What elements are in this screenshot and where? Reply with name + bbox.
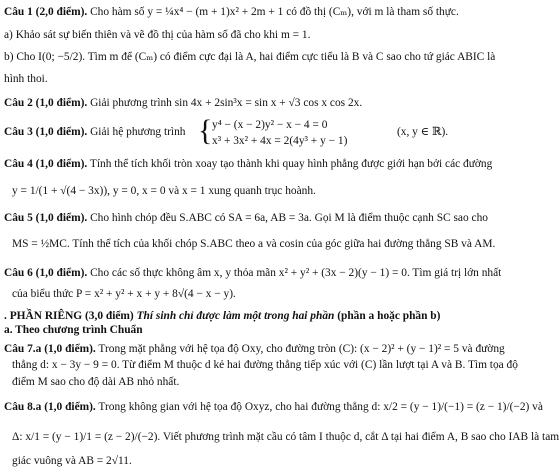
q2-label: Câu 2 (1,0 điểm). (4, 97, 88, 109)
q4-text1: Tính thể tích khối tròn xoay tạo thành khi quay hình phẳng được giới hạn bởi các đường (89, 158, 493, 170)
q4-line2: y = 1/(1 + √(4 − 3x)), y = 0, x = 0 và x = 1 xung quanh trục hoành. (12, 185, 316, 197)
q4-label: Câu 4 (1,0 điểm). (4, 158, 88, 170)
q8-label: Câu 8.a (1,0 điểm). (4, 401, 96, 413)
q4-line1 (4, 157, 555, 171)
q6-line2: của biểu thức P = x² + y² + x + y + 8√(4 − x − y). (12, 288, 236, 300)
q5-line2: MS = ½MC. Tính thể tích của khối chóp S.ABC theo a và cosin của góc giữa hai đường thẳng SB và AM. (12, 238, 496, 250)
q2-text: Giải phương trình sin 4x + 2sin³x = sin x + √3 cos x cos 2x. (90, 97, 363, 109)
q7-line1 (4, 342, 555, 356)
part-a-heading: a. Theo chương trình Chuẩn (4, 324, 143, 336)
q5-line1 (4, 211, 555, 225)
q7-line2: thẳng d: x − 3y − 9 = 0. Từ điểm M thuộc d kẻ hai đường thẳng tiếp xúc với (C) lần lượt tại A và B. Tìm tọa độ (12, 359, 518, 371)
q6-text1: Cho các số thực không âm x, y thỏa mãn x² + y² + (3x − 2)(y − 1) = 0. Tìm giá trị lớn nhất (90, 267, 502, 279)
q8-line3: giác vuông và AB = 2√11. (12, 455, 132, 467)
part-heading (4, 309, 555, 323)
q1-part-b-line1: b) Cho I(0; −5/2). Tìm m để (Cₘ) có điểm cực đại là A, hai điểm cực tiểu là B và C sao cho tứ giác ABIC là (4, 51, 496, 63)
q3-intro: Giải hệ phương trình (90, 126, 186, 138)
part-tail: (phần a hoặc phần b) (337, 310, 441, 322)
q8-text1: Trong không gian với hệ tọa độ Oxyz, cho hai đường thẳng d: x/2 = (y − 1)/(−1) = (z − 1)/(−2) và (98, 401, 543, 413)
q6-label: Câu 6 (1,0 điểm). (4, 267, 88, 279)
part-title: . PHẦN RIÊNG (3,0 điểm) (4, 310, 134, 322)
q1-stem-text: Cho hàm số y = ¼x⁴ − (m + 1)x² + 2m + 1 có đồ thị (Cₘ), với m là tham số thực. (90, 6, 459, 18)
q5-text1: Cho hình chóp đều S.ABC có SA = 6a, AB = 3a. Gọi M là điểm thuộc cạnh SC sao cho (90, 212, 488, 224)
q1-label: Câu 1 (2,0 điểm). (4, 6, 88, 18)
q8-line2: Δ: x/1 = (y − 1)/1 = (z − 2)/(−2). Viết phương trình mặt cầu có tâm I thuộc d, cắt Δ tại hai điểm A, B sao cho IAB là tam (12, 431, 559, 443)
q3-eq2: x³ + 3x² + 4x = 2(4y³ + y − 1) (212, 135, 348, 147)
q5-label: Câu 5 (1,0 điểm). (4, 212, 88, 224)
q3-eq1: y⁴ − (x − 2)y² − x − 4 = 0 (212, 119, 328, 131)
q7-text1: Trong mặt phẳng với hệ tọa độ Oxy, cho đường tròn (C): (x − 2)² + (y − 1)² = 5 và đường (98, 343, 505, 355)
system-brace: { (198, 114, 213, 147)
part-subtitle: Thí sinh chỉ được làm một trong hai phần (136, 310, 335, 322)
q7-line3: điểm M sao cho độ dài AB nhỏ nhất. (12, 376, 180, 388)
q7-label: Câu 7.a (1,0 điểm). (4, 343, 96, 355)
q6-line1 (4, 266, 555, 280)
q3-cond: (x, y ∈ ℝ). (397, 126, 449, 138)
q1-part-a: a) Khảo sát sự biến thiên và vẽ đồ thị của hàm số đã cho khi m = 1. (4, 29, 311, 41)
q3-label: Câu 3 (1,0 điểm). (4, 126, 88, 138)
q8-line1 (4, 400, 555, 414)
q1-stem (4, 5, 555, 19)
q1-part-b-line2: hình thoi. (4, 73, 48, 85)
q2 (4, 96, 555, 110)
